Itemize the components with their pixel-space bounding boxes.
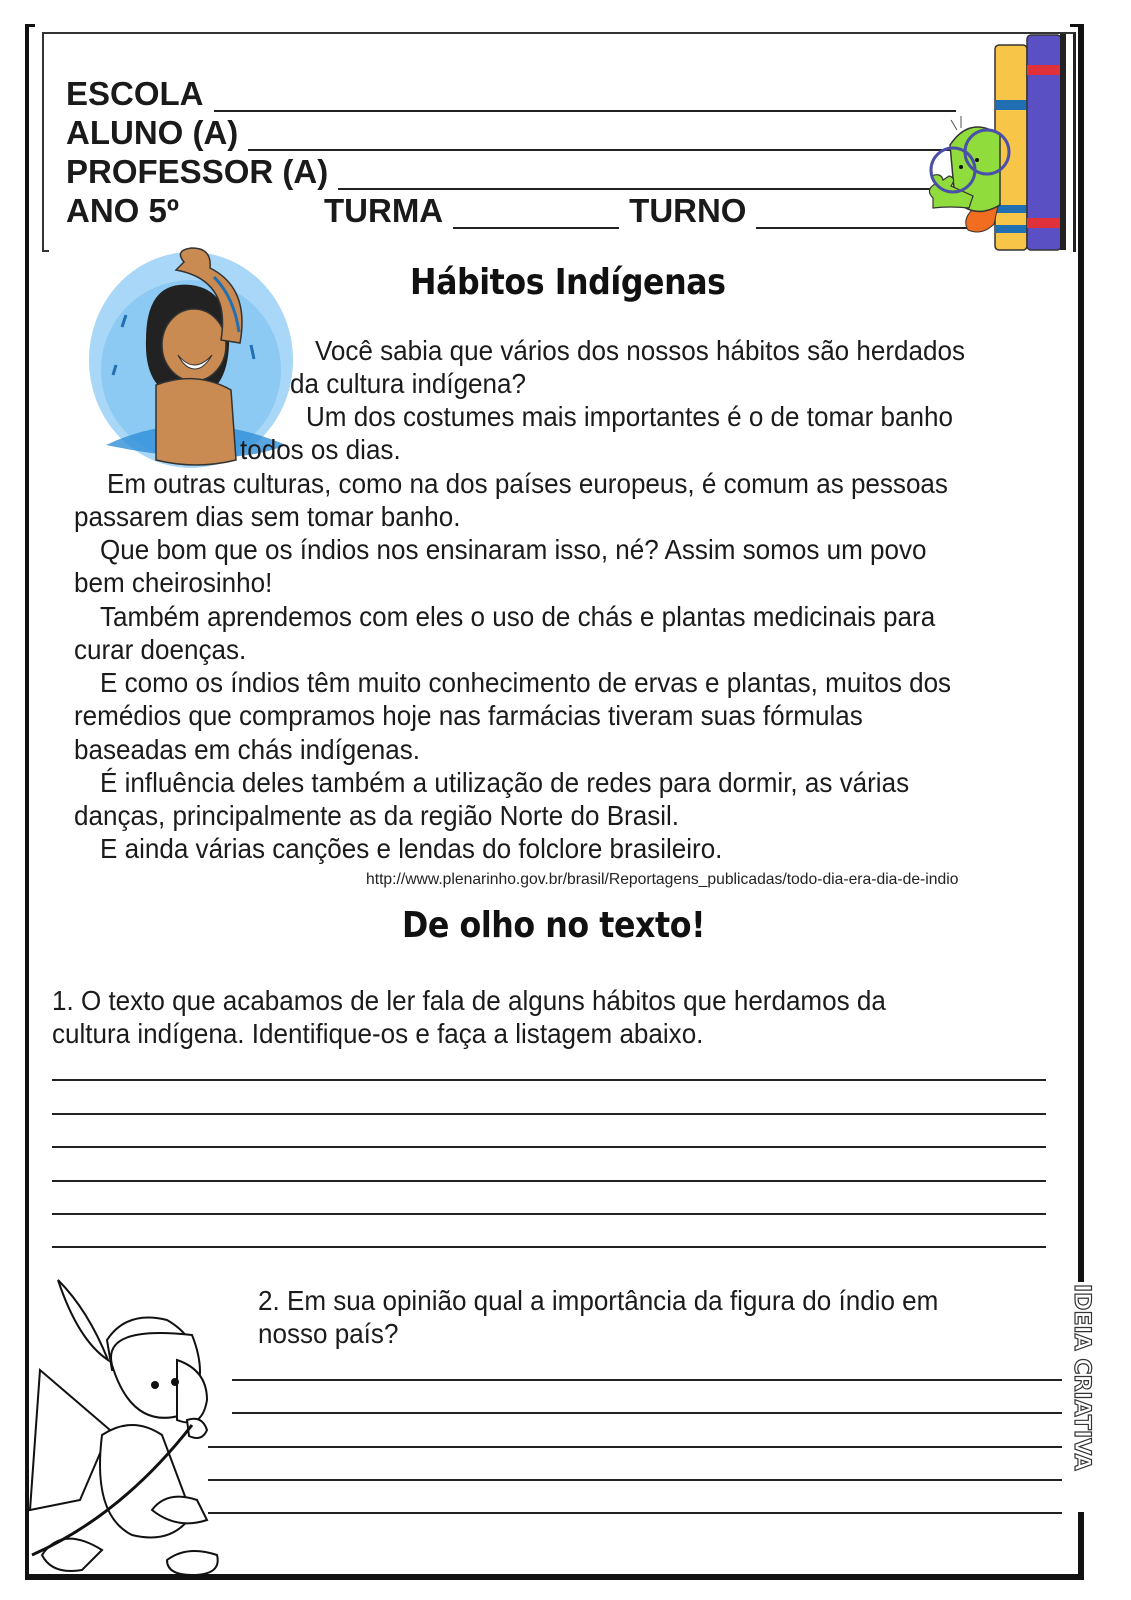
q2-answer-line[interactable]	[208, 1512, 1062, 1514]
teacher-field	[66, 154, 956, 190]
q1-answer-line[interactable]	[52, 1079, 1046, 1081]
article-line: E ainda várias canções e lendas do folclore brasileiro.	[100, 833, 723, 864]
school-input-line[interactable]	[214, 84, 956, 112]
header-box-corner	[42, 250, 49, 252]
article-line: todos os dias.	[240, 434, 401, 465]
teacher-input-line[interactable]	[338, 162, 956, 190]
article-line: curar doenças.	[74, 634, 247, 665]
student-input-line[interactable]	[248, 123, 954, 151]
turma-input-line[interactable]	[453, 201, 619, 229]
turno-label: TURNO	[629, 192, 747, 229]
school-label: ESCOLA	[66, 75, 204, 112]
page-border-corner	[1070, 24, 1084, 27]
article-line: danças, principalmente as da região Norte do Brasil.	[74, 800, 680, 831]
q2-answer-line[interactable]	[208, 1479, 1062, 1481]
page-border-corner	[25, 24, 35, 27]
q2-answer-line[interactable]	[232, 1412, 1062, 1414]
question-2-line: nosso país?	[258, 1318, 399, 1349]
article-line: Que bom que os índios nos ensinaram isso, né? Assim somos um povo	[100, 534, 927, 565]
article-title: Hábitos Indígenas	[410, 262, 726, 303]
article-line: da cultura indígena?	[290, 368, 526, 399]
q1-answer-line[interactable]	[52, 1113, 1046, 1115]
teacher-label: PROFESSOR (A)	[66, 153, 329, 190]
q1-answer-line[interactable]	[52, 1146, 1046, 1148]
article-line: baseadas em chás indígenas.	[74, 734, 420, 765]
student-field	[66, 115, 954, 151]
question-2-line: 2. Em sua opinião qual a importância da figura do índio em	[258, 1285, 939, 1316]
school-field	[66, 76, 956, 112]
turma-label: TURMA	[324, 192, 444, 229]
q2-answer-line[interactable]	[208, 1446, 1062, 1448]
books-frog-illustration	[895, 30, 1070, 252]
student-label: ALUNO (A)	[66, 114, 239, 151]
article-line: passarem dias sem tomar banho.	[74, 501, 461, 532]
native-child-illustration	[12, 1270, 242, 1580]
article-line: E como os índios têm muito conhecimento de ervas e plantas, muitos dos	[100, 667, 952, 698]
year-label: ANO 5º	[66, 192, 179, 229]
source-link[interactable]: http://www.plenarinho.gov.br/brasil/Reportagens_publicadas/todo-dia-era-dia-de-indio	[366, 871, 959, 888]
class-info-row	[66, 193, 988, 229]
article-line: É influência deles também a utilização de redes para dormir, as várias	[100, 767, 910, 798]
q1-answer-line[interactable]	[52, 1246, 1046, 1248]
article-line: remédios que compramos hoje nas farmácias tiveram suas fórmulas	[74, 700, 863, 731]
q1-answer-line[interactable]	[52, 1213, 1046, 1215]
watermark-text: IDEIA CRIATIVA	[1069, 1284, 1094, 1471]
article-line: Um dos costumes mais importantes é o de tomar banho	[306, 401, 953, 432]
question-1-line: 1. O texto que acabamos de ler fala de alguns hábitos que herdamos da	[52, 985, 886, 1016]
article-line: Também aprendemos com eles o uso de chás e plantas medicinais para	[100, 601, 936, 632]
article-line: Em outras culturas, como na dos países europeus, é comum as pessoas	[107, 468, 948, 499]
article-line: bem cheirosinho!	[74, 567, 273, 598]
q2-answer-line[interactable]	[232, 1379, 1062, 1381]
question-1-line: cultura indígena. Identifique-os e faça a listagem abaixo.	[52, 1018, 704, 1049]
q1-answer-line[interactable]	[52, 1180, 1046, 1182]
article-line: Você sabia que vários dos nossos hábitos são herdados	[315, 335, 965, 366]
exercise-title: De olho no texto!	[402, 905, 706, 946]
watermark-ideia-criativa	[1067, 1282, 1095, 1512]
